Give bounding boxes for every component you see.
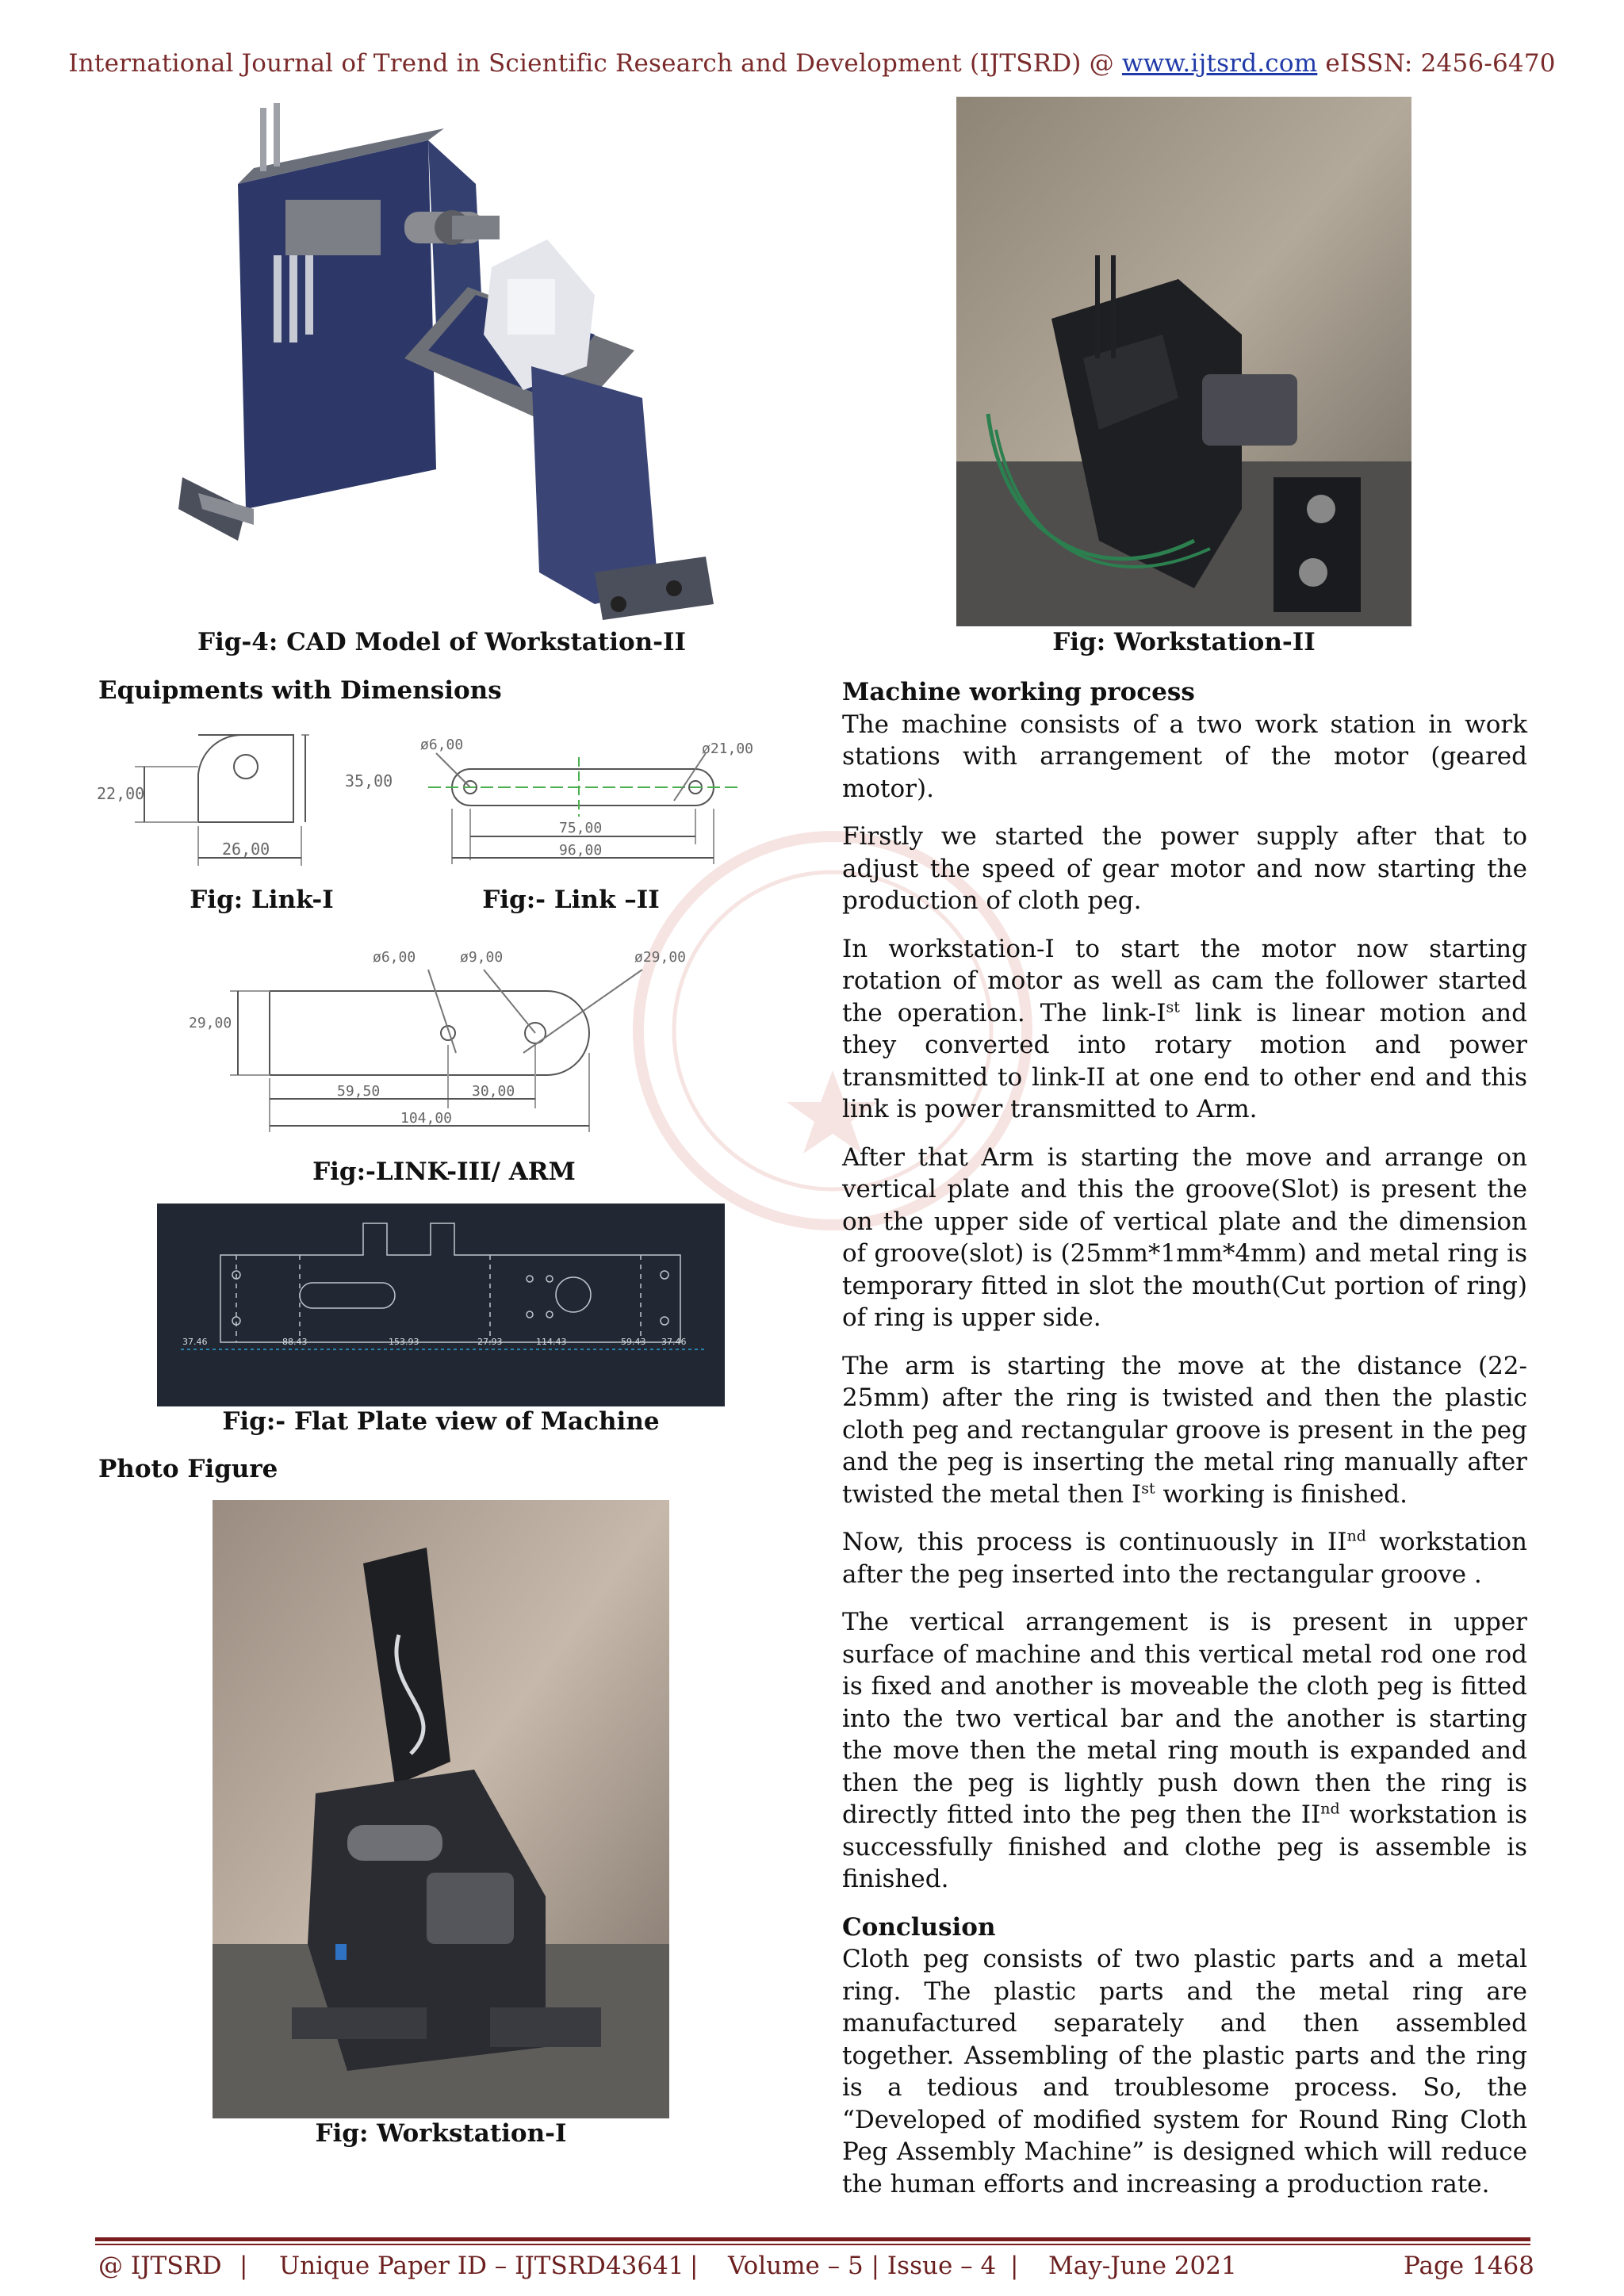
footer-paper-id: Unique Paper ID – IJTSRD43641: [279, 2252, 684, 2280]
link-2-dim-6: ø6,00: [420, 737, 464, 753]
paragraph-6: [842, 1526, 1527, 1590]
paragraph-5: [842, 1350, 1527, 1511]
workstation-1-caption: Fig: Workstation-I: [315, 2119, 567, 2148]
flat-dim-5: 114.43: [536, 1337, 567, 1347]
link-3-dim-59: 59,50: [337, 1083, 381, 1100]
link-2-dim-96: 96,00: [559, 842, 603, 859]
p7-sup: nd: [1320, 1800, 1340, 1818]
p7-text-b: workstation is successfully finished and clothe peg is assemble is finished.: [842, 1800, 1528, 1893]
link-2-drawing: [412, 729, 753, 872]
flat-dim-2: 88.43: [282, 1337, 308, 1347]
workstation-1-photo: [213, 1500, 669, 2118]
footer-sep-1: |: [239, 2252, 248, 2280]
paragraph-7: [842, 1606, 1527, 1896]
p6-text-a: Now, this process is continuously in II: [842, 1528, 1347, 1556]
link-3-dim-9: ø9,00: [460, 949, 504, 966]
equipments-heading: Equipments with Dimensions: [98, 676, 502, 705]
header-prefix: International Journal of Trend in Scientific Research and Development (IJTSRD) @: [68, 49, 1122, 78]
cad-model-image: [167, 97, 717, 626]
link-3-dim-6: ø6,00: [373, 949, 416, 966]
link-1-caption: Fig: Link-I: [190, 886, 334, 914]
link-3-arm-drawing: [182, 942, 706, 1140]
link-3-caption: Fig:-LINK-III/ ARM: [312, 1158, 576, 1186]
flat-dim-7: 37.46: [661, 1337, 687, 1347]
cad-model-caption: Fig-4: CAD Model of Workstation-II: [197, 628, 687, 656]
footer-sep-3: |: [1010, 2252, 1019, 2280]
p3-text-a: In workstation-I to start the motor now starting rotation of motor as well as cam the follower started the operation. The link-I: [842, 934, 1527, 1027]
link-3-dim-29: 29,00: [189, 1015, 232, 1031]
footer-date: May-June 2021: [1048, 2252, 1237, 2280]
journal-link[interactable]: www.ijtsrd.com: [1121, 49, 1318, 78]
flat-dim-1: 37.46: [182, 1337, 208, 1347]
link-2-dim-21: ø21,00: [702, 740, 753, 757]
p6-sup: nd: [1346, 1527, 1366, 1545]
running-header: [0, 49, 1624, 78]
link-3-dim-30: 30,00: [472, 1083, 515, 1100]
footer-volume: Volume – 5 | Issue – 4: [728, 2252, 997, 2280]
footer-page: Page 1468: [1404, 2252, 1534, 2280]
link-1-dim-26: 26,00: [222, 840, 270, 859]
link-2-dim-75: 75,00: [559, 820, 603, 836]
photo-figure-heading: Photo Figure: [98, 1455, 278, 1483]
p7-text-a: The vertical arrangement is is present in upper surface of machine and this vertical metal rod one rod is fixed and another is moveable the cloth peg is fitted into the two vertical bar and the another is starting the move then the metal ring mouth is expanded and then the peg is lightly push down then the ring is directly fitted into the peg then the II: [842, 1608, 1527, 1829]
footer-left: @ IJTSRD: [98, 2252, 222, 2280]
link-1-dim-35: 35,00: [345, 771, 393, 790]
paragraph-4: After that Arm is starting the move and arrange on vertical plate and this the groove(Slot) is present the on the upper side of vertical plate and the dimension of groove(slot) is (25mm*1mm*4mm) and metal ring is temporary fitted in slot the mouth(Cut portion of ring) of ring is upper side.: [842, 1142, 1527, 1332]
p6-text-b: workstation after the peg inserted into the rectangular groove .: [842, 1528, 1527, 1589]
footer-rule-thick: [95, 2237, 1530, 2241]
workstation-2-photo: [956, 97, 1411, 626]
p3-text-b: link is linear motion and they converted into rotary motion and power transmitted to link-II at one end to other end and this link is power transmitted to Arm.: [842, 998, 1527, 1123]
paragraph-conclusion: Cloth peg consists of two plastic parts and a metal ring. The plastic parts and the metal ring are manufactured separately and then assembled together. Assembling of the plastic parts and the ring is a tedious and troublesome process. So, the “Developed of modified system for Round Ring Cloth Peg Assembly Machine” is designed which will reduce the human efforts and increasing a production rate.: [842, 1945, 1527, 2198]
link-1-drawing: [87, 715, 404, 882]
paragraph-3: [842, 933, 1527, 1126]
footer-rule-thin: [95, 2244, 1530, 2245]
process-heading: Machine working process: [842, 678, 1195, 706]
flat-dim-3: 153.93: [389, 1337, 419, 1347]
header-suffix: eISSN: 2456-6470: [1317, 49, 1556, 78]
p3-sup: st: [1166, 998, 1180, 1016]
p5-text-b: working is finished.: [1155, 1479, 1408, 1509]
paragraph-1: The machine consists of a two work station in work stations with arrangement of the motor (geared motor).: [842, 710, 1527, 803]
link-3-dim-104: 104,00: [400, 1110, 453, 1127]
paragraph-2: Firstly we started the power supply after that to adjust the speed of gear motor and now starting the production of cloth peg.: [842, 822, 1527, 915]
link-3-dim-29-dia: ø29,00: [634, 949, 687, 966]
conclusion-heading: Conclusion: [842, 1912, 996, 1942]
right-column: [842, 676, 1527, 2216]
flat-plate-drawing: [157, 1203, 725, 1406]
workstation-2-caption: Fig: Workstation-II: [1052, 628, 1316, 656]
footer-sep-2: |: [690, 2252, 699, 2280]
flat-dim-4: 27.93: [477, 1337, 503, 1347]
link-2-caption: Fig:- Link –II: [482, 886, 660, 914]
flat-dim-6: 59.43: [621, 1337, 646, 1347]
link-1-dim-22: 22,00: [97, 784, 145, 803]
p5-text-a: The arm is starting the move at the distance (22-25mm) after the ring is twisted and then the plastic cloth peg and rectangular groove is present in the peg and the peg is inserting the metal ring manually after twisted the metal then I: [842, 1351, 1527, 1509]
p5-sup: st: [1141, 1479, 1155, 1498]
flat-plate-caption: Fig:- Flat Plate view of Machine: [222, 1407, 660, 1436]
